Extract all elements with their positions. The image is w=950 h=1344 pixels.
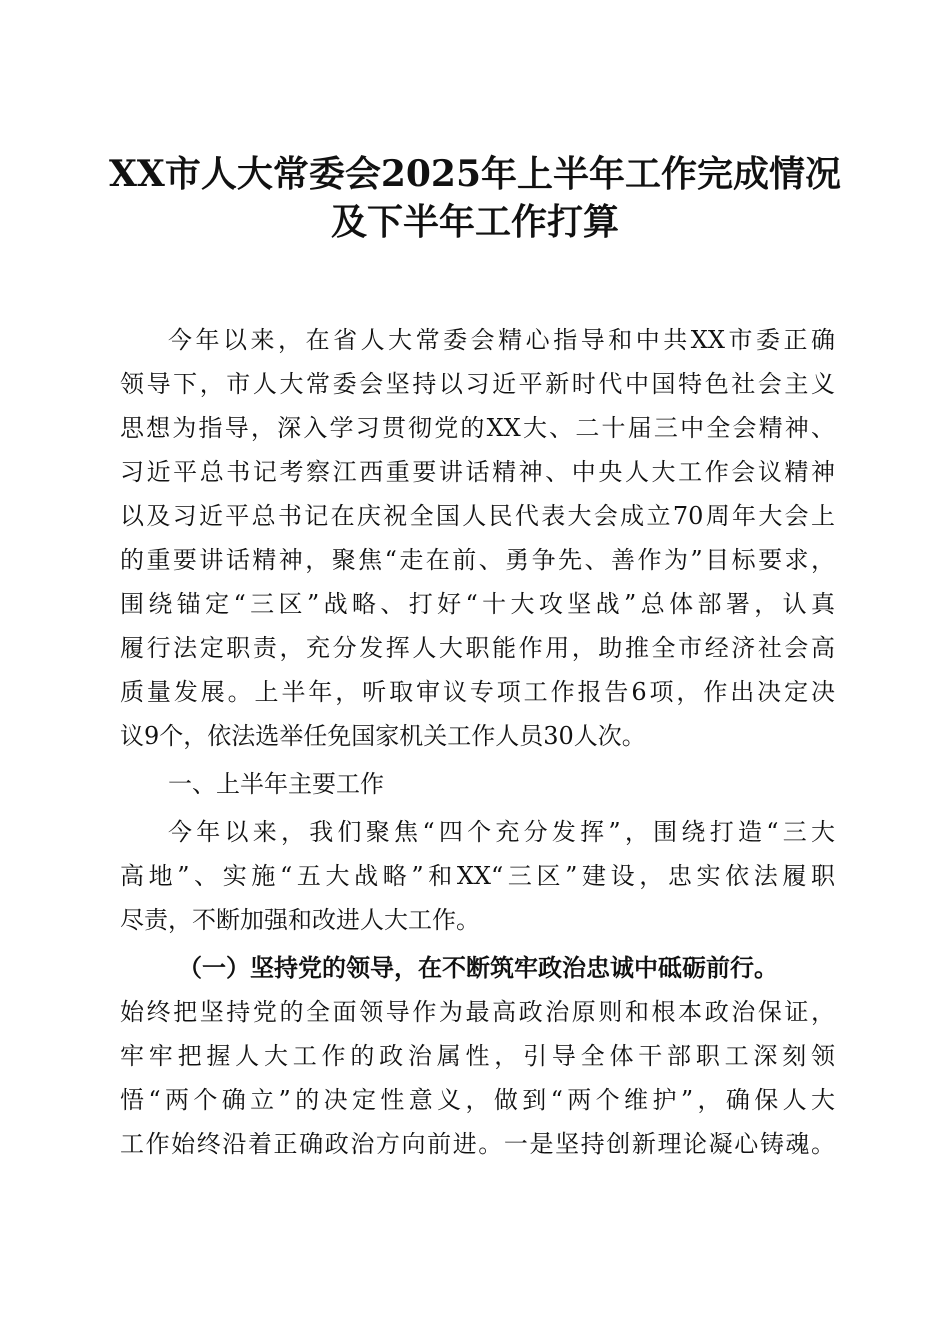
intro-line: 议9个，依法选举任免国家机关工作人员30人次。 bbox=[120, 722, 646, 750]
intro-line: 思想为指导，深入学习贯彻党的XX大、二十届三中全会精神、 bbox=[120, 414, 835, 442]
intro-line: 履行法定职责，充分发挥人大职能作用，助推全市经济社会高 bbox=[120, 634, 835, 662]
subsection-heading: （一）坚持党的领导，在不断筑牢政治忠诚中砥砺前行。 bbox=[178, 953, 778, 982]
intro-line: 围绕锚定“三区”战略、打好“十大攻坚战”总体部署，认真 bbox=[120, 590, 835, 618]
section-paragraph-line: 今年以来，我们聚焦“四个充分发挥”，围绕打造“三大 bbox=[168, 818, 835, 846]
subsection-paragraph-line: 悟“两个确立”的决定性意义，做到“两个维护”，确保人大 bbox=[120, 1086, 835, 1114]
subsection-paragraph-line: 始终把坚持党的全面领导作为最高政治原则和根本政治保证， bbox=[120, 998, 835, 1026]
section-paragraph-line: 高地”、实施“五大战略”和XX“三区”建设，忠实依法履职 bbox=[120, 862, 835, 890]
document-title-line-1: XX市人大常委会2025年上半年工作完成情况 bbox=[108, 153, 842, 195]
intro-line: 领导下，市人大常委会坚持以习近平新时代中国特色社会主义 bbox=[120, 370, 835, 398]
subsection-paragraph-line: 工作始终沿着正确政治方向前进。一是坚持创新理论凝心铸魂。 bbox=[120, 1130, 835, 1158]
intro-line: 质量发展。上半年，听取审议专项工作报告6项，作出决定决 bbox=[120, 678, 835, 706]
section-heading: 一、上半年主要工作 bbox=[168, 770, 384, 798]
section-paragraph-line: 尽责，不断加强和改进人大工作。 bbox=[120, 906, 480, 934]
intro-line: 今年以来，在省人大常委会精心指导和中共XX市委正确 bbox=[168, 326, 835, 354]
subsection-paragraph-line: 牢牢把握人大工作的政治属性，引导全体干部职工深刻领 bbox=[120, 1042, 835, 1070]
intro-line: 习近平总书记考察江西重要讲话精神、中央人大工作会议精神 bbox=[120, 458, 835, 486]
document-title-line-2: 及下半年工作打算 bbox=[330, 201, 619, 243]
intro-line: 以及习近平总书记在庆祝全国人民代表大会成立70周年大会上 bbox=[120, 502, 835, 530]
intro-line: 的重要讲话精神，聚焦“走在前、勇争先、善作为”目标要求， bbox=[120, 546, 835, 574]
